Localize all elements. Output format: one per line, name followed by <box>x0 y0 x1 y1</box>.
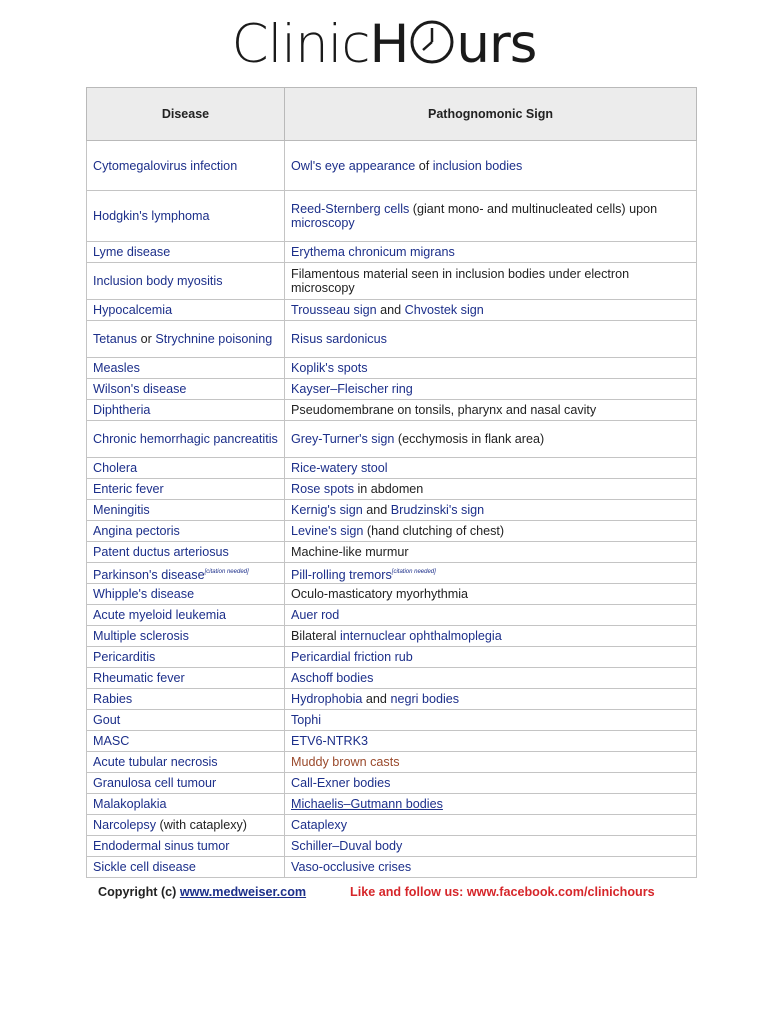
disease-cell <box>87 773 285 794</box>
term-link[interactable]: Granulosa cell tumour <box>93 776 217 790</box>
table-row <box>87 141 697 191</box>
term-link[interactable]: Inclusion body myositis <box>93 274 223 288</box>
cell-text: Oculo-masticatory myorhythmia <box>291 587 469 601</box>
table-row <box>87 752 697 773</box>
disease-cell <box>87 857 285 878</box>
sign-cell <box>285 263 697 300</box>
term-link[interactable]: Erythema chronicum migrans <box>291 245 455 259</box>
disease-cell <box>87 689 285 710</box>
header-pathognomonic-sign: Pathognomonic Sign <box>285 88 697 141</box>
sign-cell <box>285 605 697 626</box>
term-link[interactable]: Risus sardonicus <box>291 332 387 346</box>
cell-text: Pseudomembrane on tonsils, pharynx and nasal cavity <box>291 403 597 417</box>
term-link[interactable]: Parkinson's disease <box>93 567 205 582</box>
term-link[interactable]: internuclear ophthalmoplegia <box>340 629 502 643</box>
disease-cell <box>87 752 285 773</box>
table-row <box>87 400 697 421</box>
term-link[interactable]: Rheumatic fever <box>93 671 185 685</box>
term-link[interactable]: Hypocalcemia <box>93 303 173 317</box>
table-row <box>87 626 697 647</box>
disease-cell <box>87 379 285 400</box>
follow-text: Like and follow us: www.facebook.com/clinichours <box>350 885 655 899</box>
sign-cell <box>285 458 697 479</box>
table-row <box>87 321 697 358</box>
copyright-text: Copyright (c) <box>98 885 180 899</box>
term-link[interactable]: inclusion bodies <box>432 158 523 173</box>
cell-text: (with cataplexy) <box>156 818 247 832</box>
clinichours-logo <box>0 14 768 84</box>
sign-cell <box>285 647 697 668</box>
term-link[interactable]: Sickle cell disease <box>93 860 196 874</box>
term-link[interactable]: Michaelis–Gutmann bodies <box>291 797 443 811</box>
sign-cell <box>285 358 697 379</box>
term-link[interactable]: Levine's sign <box>291 524 364 538</box>
term-link[interactable]: Hodgkin's lymphoma <box>93 209 210 223</box>
term-link[interactable]: Cholera <box>93 461 138 475</box>
term-link[interactable]: Acute myeloid leukemia <box>93 608 226 622</box>
disease-cell <box>87 242 285 263</box>
term-link[interactable]: Wilson's disease <box>93 382 187 396</box>
cell-text: or <box>137 332 156 346</box>
term-link[interactable]: MASC <box>93 734 130 748</box>
sign-cell <box>285 710 697 731</box>
table-row <box>87 421 697 458</box>
disease-cell <box>87 584 285 605</box>
table-row <box>87 542 697 563</box>
cell-text: (giant mono- and multinucleated cells) upon <box>409 202 658 216</box>
sign-cell <box>285 668 697 689</box>
table-row <box>87 379 697 400</box>
term-link[interactable]: Meningitis <box>93 503 150 517</box>
term-link[interactable]: Reed-Sternberg cells <box>291 202 410 216</box>
table-row <box>87 263 697 300</box>
term-link[interactable]: Kernig's sign <box>291 503 363 517</box>
logo-word-urs: urs <box>456 14 537 75</box>
table-row <box>87 584 697 605</box>
clock-icon <box>409 19 455 70</box>
disease-cell <box>87 358 285 379</box>
table-row <box>87 857 697 878</box>
cell-text: and <box>362 692 391 706</box>
table-row <box>87 479 697 500</box>
sign-cell <box>285 626 697 647</box>
table-row <box>87 191 697 242</box>
disease-cell <box>87 710 285 731</box>
term-link[interactable]: microscopy <box>291 216 355 230</box>
term-link[interactable]: Enteric fever <box>93 482 164 496</box>
table-row <box>87 500 697 521</box>
disease-cell <box>87 521 285 542</box>
disease-cell <box>87 500 285 521</box>
table-row <box>87 773 697 794</box>
sign-cell <box>285 379 697 400</box>
disease-cell <box>87 836 285 857</box>
sign-cell <box>285 500 697 521</box>
term-link[interactable]: Brudzinski's sign <box>390 503 485 517</box>
term-link[interactable]: Aschoff bodies <box>291 671 374 685</box>
citation-needed-note[interactable]: [citation needed] <box>391 568 436 575</box>
table-row <box>87 358 697 379</box>
disease-cell <box>87 400 285 421</box>
citation-needed-note[interactable]: [citation needed] <box>204 568 249 575</box>
sign-cell <box>285 584 697 605</box>
term-link[interactable]: Multiple sclerosis <box>93 629 189 643</box>
sign-cell <box>285 563 697 584</box>
disease-cell <box>87 479 285 500</box>
table-row <box>87 605 697 626</box>
cell-text: (ecchymosis in flank area) <box>394 432 545 446</box>
disease-cell <box>87 300 285 321</box>
term-link[interactable]: Kayser–Fleischer ring <box>291 382 413 396</box>
table-row <box>87 668 697 689</box>
disease-cell <box>87 191 285 242</box>
table-row <box>87 647 697 668</box>
sign-cell <box>285 773 697 794</box>
table-row <box>87 458 697 479</box>
term-link[interactable]: Auer rod <box>291 608 340 622</box>
sign-cell <box>285 521 697 542</box>
term-link[interactable]: Rice-watery stool <box>291 461 388 475</box>
term-link[interactable]: Call-Exner bodies <box>291 776 391 790</box>
sign-cell <box>285 857 697 878</box>
cell-text: and <box>376 303 405 317</box>
sign-cell <box>285 542 697 563</box>
sign-cell <box>285 242 697 263</box>
term-link[interactable]: Owl's eye appearance <box>291 158 416 173</box>
logo-word-clinic: Clinic <box>231 14 370 75</box>
term-link[interactable]: Schiller–Duval body <box>291 839 403 853</box>
sign-cell <box>285 479 697 500</box>
sign-cell <box>285 321 697 358</box>
table-row <box>87 815 697 836</box>
sign-cell <box>285 752 697 773</box>
term-link[interactable]: Narcolepsy <box>93 818 156 832</box>
table-row <box>87 794 697 815</box>
term-link[interactable]: Chvostek sign <box>404 303 484 317</box>
table-row <box>87 731 697 752</box>
term-link[interactable]: Vaso-occlusive crises <box>291 860 412 874</box>
sign-cell <box>285 794 697 815</box>
table-row <box>87 563 697 584</box>
disease-cell <box>87 731 285 752</box>
sign-cell <box>285 400 697 421</box>
table-row <box>87 836 697 857</box>
header-disease: Disease <box>87 88 285 141</box>
term-link[interactable]: Cataplexy <box>291 818 348 832</box>
term-link[interactable]: Muddy brown casts <box>291 755 400 769</box>
sign-cell <box>285 836 697 857</box>
sign-cell <box>285 689 697 710</box>
disease-cell <box>87 141 285 191</box>
term-link[interactable]: Trousseau sign <box>291 303 377 317</box>
disease-cell <box>87 626 285 647</box>
cell-text: in abdomen <box>354 482 424 496</box>
cell-text: of <box>415 158 433 173</box>
logo-letter-h: H <box>369 14 409 75</box>
term-link[interactable]: ETV6-NTRK3 <box>291 734 368 748</box>
sign-cell <box>285 141 697 191</box>
term-link[interactable]: Pericarditis <box>93 650 156 664</box>
term-link[interactable]: Tophi <box>291 713 322 727</box>
disease-cell <box>87 605 285 626</box>
term-link[interactable]: Hydrophobia <box>291 692 363 706</box>
term-link[interactable]: Whipple's disease <box>93 587 195 601</box>
disease-cell <box>87 815 285 836</box>
term-link[interactable]: Diphtheria <box>93 403 151 417</box>
disease-cell <box>87 263 285 300</box>
term-link[interactable]: Gout <box>93 713 121 727</box>
term-link[interactable]: Strychnine poisoning <box>155 332 273 346</box>
term-link[interactable]: Pill-rolling tremors <box>291 567 392 582</box>
disease-cell <box>87 421 285 458</box>
disease-cell <box>87 647 285 668</box>
cell-text: Filamentous material seen in inclusion bodies under electron microscopy <box>291 267 630 295</box>
pathognomonic-sign-table <box>86 87 697 878</box>
term-link[interactable]: Endodermal sinus tumor <box>93 839 230 853</box>
table-row <box>87 689 697 710</box>
term-link[interactable]: Lyme disease <box>93 245 171 259</box>
term-link[interactable]: Patent ductus arteriosus <box>93 545 229 559</box>
disease-cell <box>87 563 285 584</box>
table-row <box>87 710 697 731</box>
term-link[interactable]: Rose spots <box>291 482 354 496</box>
disease-cell <box>87 458 285 479</box>
table-header-row <box>87 88 697 141</box>
term-link[interactable]: Grey-Turner's sign <box>291 432 395 446</box>
table-row <box>87 300 697 321</box>
term-link[interactable]: Koplik's spots <box>291 361 368 375</box>
disease-cell <box>87 542 285 563</box>
cell-text: Machine-like murmur <box>291 545 409 559</box>
term-link[interactable]: Rabies <box>93 692 133 706</box>
disease-cell <box>87 321 285 358</box>
table-row <box>87 242 697 263</box>
disease-cell <box>87 668 285 689</box>
term-link[interactable]: Measles <box>93 361 140 375</box>
sign-cell <box>285 191 697 242</box>
medweiser-link[interactable]: www.medweiser.com <box>179 885 307 899</box>
term-link[interactable]: Cytomegalovirus infection <box>93 158 238 173</box>
footer <box>98 885 718 899</box>
cell-text: (hand clutching of chest) <box>363 524 505 538</box>
sign-cell <box>285 731 697 752</box>
term-link[interactable]: Malakoplakia <box>93 797 167 811</box>
term-link[interactable]: negri bodies <box>390 692 460 706</box>
term-link[interactable]: Pericardial friction rub <box>291 650 413 664</box>
sign-cell <box>285 300 697 321</box>
term-link[interactable]: Chronic hemorrhagic pancreatitis <box>93 432 278 446</box>
sign-cell <box>285 815 697 836</box>
sign-cell <box>285 421 697 458</box>
term-link[interactable]: Acute tubular necrosis <box>93 755 218 769</box>
term-link[interactable]: Tetanus <box>93 332 138 346</box>
disease-cell <box>87 794 285 815</box>
term-link[interactable]: Angina pectoris <box>93 524 180 538</box>
table-row <box>87 521 697 542</box>
cell-text: Bilateral <box>291 629 340 643</box>
cell-text: and <box>362 503 391 517</box>
